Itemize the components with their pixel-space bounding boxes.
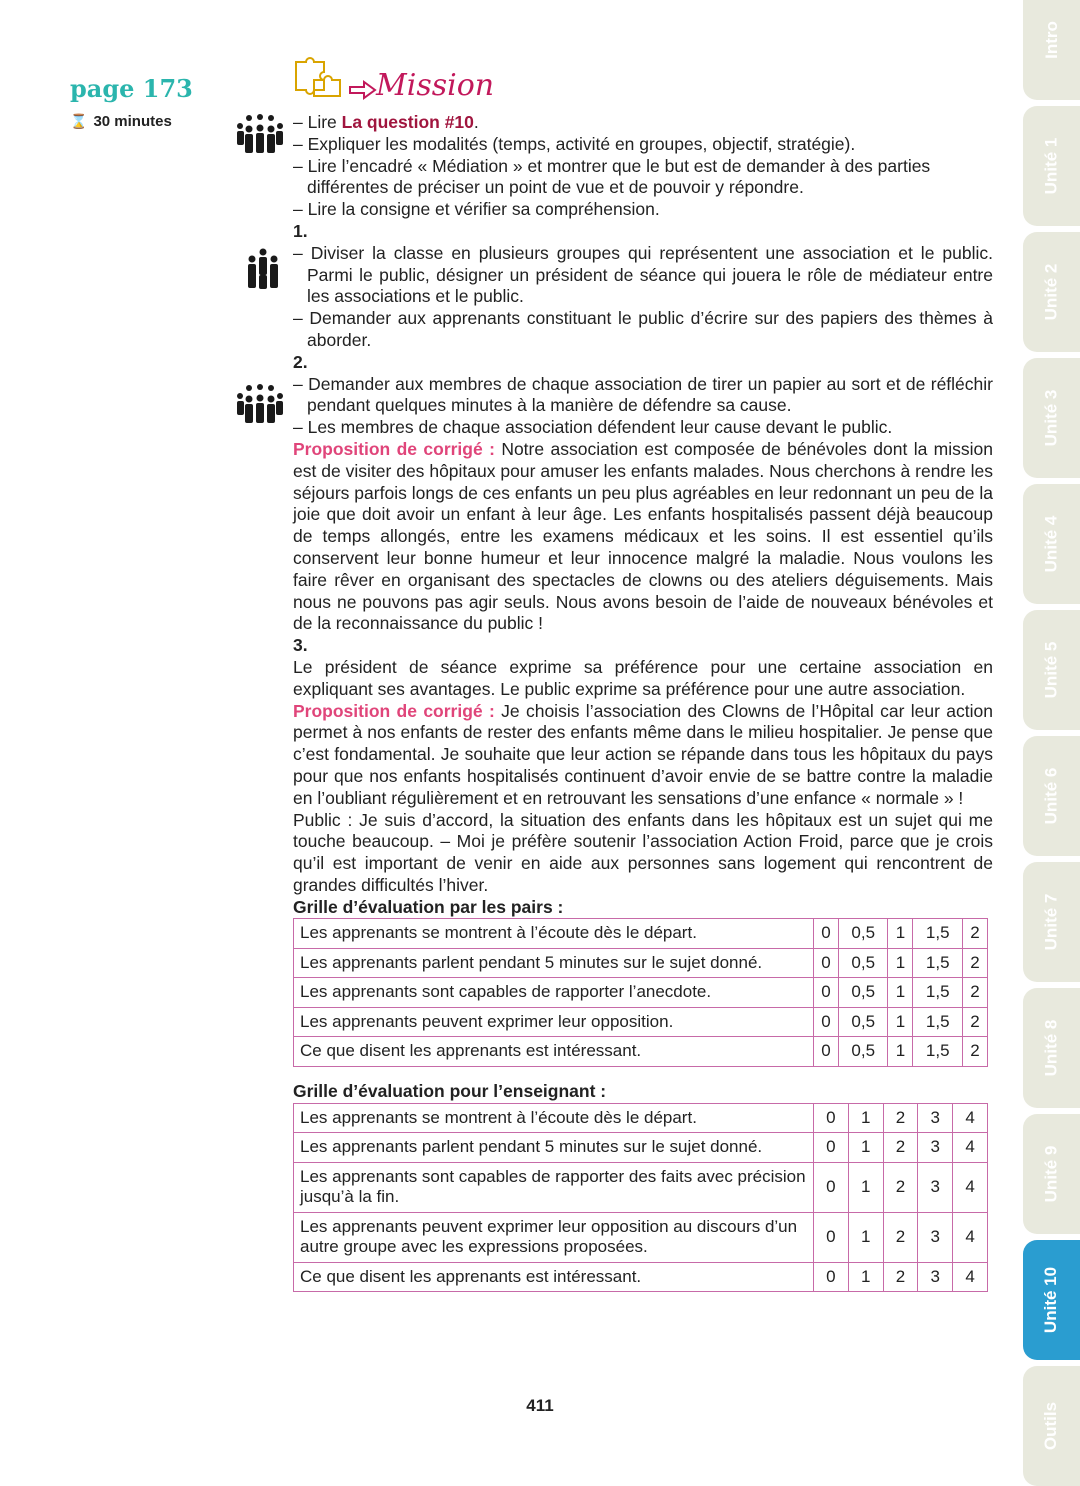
score: 2 — [883, 1133, 918, 1163]
criterion: Les apprenants sont capables de rapporter l’anecdote. — [294, 978, 814, 1008]
score: 1 — [848, 1212, 883, 1262]
score: 0,5 — [839, 978, 888, 1008]
score: 0,5 — [839, 948, 888, 978]
table-row — [294, 1133, 988, 1163]
arrow-icon — [348, 80, 378, 100]
tab-outils[interactable]: Outils — [1023, 1366, 1080, 1486]
score: 1 — [848, 1162, 883, 1212]
score: 1 — [888, 919, 913, 949]
score: 4 — [953, 1212, 988, 1262]
tab-unite-5[interactable]: Unité 5 — [1023, 610, 1080, 730]
question-link: La question #10 — [341, 112, 474, 132]
tab-unite-2[interactable]: Unité 2 — [1023, 232, 1080, 352]
criterion: Les apprenants sont capables de rapporter des faits avec précision jusqu’à la fin. — [294, 1162, 814, 1212]
table-row — [294, 1262, 988, 1292]
criterion: Les apprenants parlent pendant 5 minutes sur le sujet donné. — [294, 948, 814, 978]
duration — [70, 113, 172, 130]
tab-unite-7[interactable]: Unité 7 — [1023, 862, 1080, 982]
score: 0,5 — [839, 1037, 888, 1067]
instruction-line: – Diviser la classe en plusieurs groupes qui représentent une association et le public. Parmi le public, désigner un président de séance qui jouera le rôle de médiateur entre les associations et le public. — [293, 242, 993, 307]
mission-title: Mission — [376, 68, 495, 103]
score: 2 — [962, 978, 987, 1008]
score: 1 — [888, 1037, 913, 1067]
score: 2 — [883, 1103, 918, 1133]
correction-proposal-1: Proposition de corrigé : Notre association est composée de bénévoles dont la mission est de visiter des hôpitaux pour amuser les enfants malades. Nous cherchons à rendre les séjours parfois longs de ces enfants un peu plus agréables en leur redonnant un peu de la joie que doit avoir un enfant à leur âge. Les enfants hospitalisés passent déjà beaucoup de temps allongés, entre les examens médicaux et les soins. Il est essentiel qu’ils conservent leur bonne humeur et leur innocence malgré la maladie. Nous voulons les faire rêver en organisant des spectacles de clowns ou des ateliers déguisements. Mais nous ne pouvons pas agir seuls. Nous avons besoin de l’aide de nouveaux bénévoles et de la reconnaissance du public ! — [293, 438, 994, 634]
criterion: Les apprenants peuvent exprimer leur opposition au discours d’un autre groupe avec les expressions proposées. — [294, 1212, 814, 1262]
page-number: 411 — [526, 1396, 554, 1415]
puzzle-icon — [292, 54, 344, 102]
table-row — [294, 919, 988, 949]
criterion: Ce que disent les apprenants est intéressant. — [294, 1262, 814, 1292]
score: 2 — [962, 948, 987, 978]
score: 0 — [814, 1007, 839, 1037]
correction-label: Proposition de corrigé : — [293, 438, 495, 459]
score: 0 — [814, 1162, 849, 1212]
score: 4 — [953, 1133, 988, 1163]
score: 0,5 — [839, 919, 888, 949]
table-row — [294, 1212, 988, 1262]
score: 1 — [848, 1103, 883, 1133]
peer-grid-title: Grille d’évaluation par les pairs : — [293, 896, 564, 917]
small-group-icon — [246, 248, 280, 290]
side-tabs — [1023, 0, 1080, 1465]
criterion: Les apprenants parlent pendant 5 minutes sur le sujet donné. — [294, 1133, 814, 1163]
instruction-line: – Lire l’encadré « Médiation » et montrer que le but est de demander à des parties différentes de préciser un point de vue et de pouvoir y répondre. — [293, 155, 931, 198]
score: 0 — [814, 1037, 839, 1067]
step-1-number: 1. — [293, 220, 308, 241]
score: 0 — [814, 948, 839, 978]
score: 1 — [888, 978, 913, 1008]
score: 0,5 — [839, 1007, 888, 1037]
tab-unite-6[interactable]: Unité 6 — [1023, 736, 1080, 856]
instruction-line: – Demander aux membres de chaque association de tirer un papier au sort et de réfléchir pendant quelques minutes à la manière de défendre sa cause. — [293, 373, 993, 416]
score: 1 — [848, 1262, 883, 1292]
score: 3 — [918, 1133, 953, 1163]
teacher-evaluation-grid — [293, 1103, 988, 1293]
hourglass-icon: ⌛ — [70, 113, 88, 129]
score: 2 — [962, 1037, 987, 1067]
tab-unite-3[interactable]: Unité 3 — [1023, 358, 1080, 478]
public-response: Public : Je suis d’accord, la situation des enfants dans les hôpitaux est un sujet qui me touche beaucoup. – Moi je préfère soutenir l’association Action Froid, parce que je crois qu’il est important de venir en aide aux personnes sans logement qui rencontrent de grandes difficultés l’hiver. — [293, 809, 993, 895]
step-3-text: Le président de séance exprime sa préférence pour une certaine association en expliquant ses avantages. Le public exprime sa préférence pour une autre association. — [293, 656, 993, 699]
table-row — [294, 978, 988, 1008]
tab-unite-9[interactable]: Unité 9 — [1023, 1114, 1080, 1234]
score: 0 — [814, 1133, 849, 1163]
score: 1,5 — [913, 1037, 962, 1067]
tab-unite-10[interactable]: Unité 10 — [1023, 1240, 1080, 1360]
criterion: Les apprenants se montrent à l’écoute dès le départ. — [294, 1103, 814, 1133]
tab-unite-8[interactable]: Unité 8 — [1023, 988, 1080, 1108]
score: 3 — [918, 1212, 953, 1262]
score: 0 — [814, 1262, 849, 1292]
table-row — [294, 1162, 988, 1212]
criterion: Les apprenants peuvent exprimer leur opposition. — [294, 1007, 814, 1037]
intro-instructions — [293, 112, 993, 221]
instruction-line: – Lire la consigne et vérifier sa compréhension. — [293, 199, 660, 220]
correction-proposal-2: Proposition de corrigé : Je choisis l’association des Clowns de l’Hôpital car leur action permet à nos enfants de rester des enfants même dans le milieu hospitalier. Je pense que c’est fondamental. Je souhaite que leur action se répande dans tous les hôpitaux du pays pour que nos enfants hospitalisés continuent d’avoir envie de se battre contre la maladie en l’oubliant régulièrement et en retrouvant les sensations d’une enfance « normale » ! — [293, 700, 993, 808]
score: 2 — [962, 1007, 987, 1037]
score: 0 — [814, 1103, 849, 1133]
score: 0 — [814, 1212, 849, 1262]
table-row — [294, 1037, 988, 1067]
score: 2 — [883, 1262, 918, 1292]
duration-text: 30 minutes — [93, 113, 172, 130]
teacher-grid-title: Grille d’évaluation pour l’enseignant : — [293, 1080, 607, 1101]
criterion: Ce que disent les apprenants est intéressant. — [294, 1037, 814, 1067]
score: 4 — [953, 1262, 988, 1292]
peer-evaluation-grid — [293, 918, 988, 1067]
criterion: Les apprenants se montrent à l’écoute dès le départ. — [294, 919, 814, 949]
score: 1,5 — [913, 919, 962, 949]
instruction-line: – Demander aux apprenants constituant le public d’écrire sur des papiers des thèmes à aborder. — [293, 308, 993, 350]
score: 2 — [883, 1162, 918, 1212]
score: 4 — [953, 1162, 988, 1212]
step-2-number: 2. — [293, 351, 308, 372]
score: 3 — [918, 1162, 953, 1212]
score: 2 — [962, 919, 987, 949]
tab-unite-4[interactable]: Unité 4 — [1023, 484, 1080, 604]
score: 1 — [888, 1007, 913, 1037]
score: 3 — [918, 1262, 953, 1292]
main-content — [293, 112, 993, 1292]
table-row — [294, 1103, 988, 1133]
score: 1,5 — [913, 948, 962, 978]
step-3-number: 3. — [293, 635, 308, 656]
instruction-line: – Expliquer les modalités (temps, activité en groupes, objectif, stratégie). — [293, 133, 856, 154]
tab-intro[interactable]: Intro — [1023, 0, 1080, 100]
score: 3 — [918, 1103, 953, 1133]
score: 1,5 — [913, 978, 962, 1008]
instruction-line: – Lire La question #10. — [293, 112, 479, 132]
instruction-line: – Les membres de chaque association défendent leur cause devant le public. — [293, 417, 893, 438]
score: 2 — [883, 1212, 918, 1262]
table-row — [294, 1007, 988, 1037]
score: 0 — [814, 919, 839, 949]
score: 1 — [848, 1133, 883, 1163]
score: 0 — [814, 978, 839, 1008]
large-group-icon-2 — [236, 383, 284, 425]
score: 4 — [953, 1103, 988, 1133]
score: 1 — [888, 948, 913, 978]
tab-unite-1[interactable]: Unité 1 — [1023, 106, 1080, 226]
correction-label: Proposition de corrigé : — [293, 700, 495, 721]
page-reference: page 173 — [70, 74, 193, 103]
table-row — [294, 948, 988, 978]
large-group-icon — [236, 113, 284, 155]
score: 1,5 — [913, 1007, 962, 1037]
